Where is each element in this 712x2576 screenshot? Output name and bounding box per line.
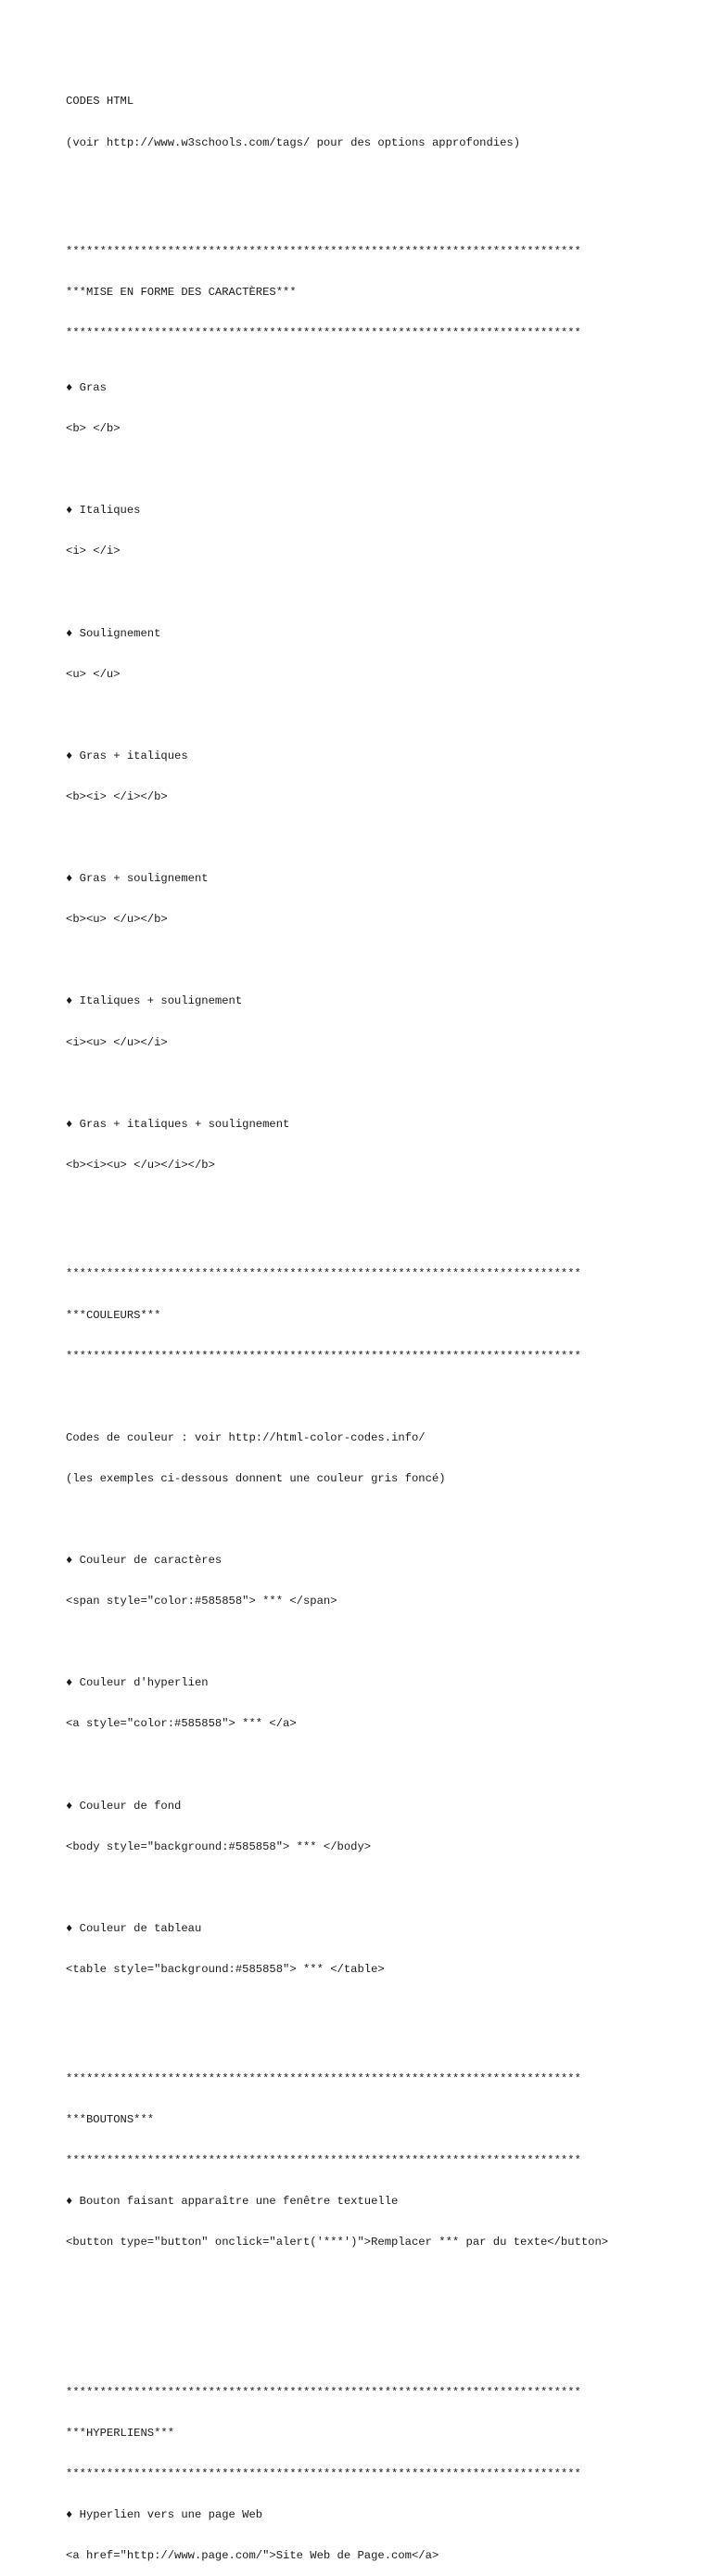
section-rule-bottom: ****************************************************************************: [66, 1349, 581, 1363]
item-label: ♦ Gras + italiques + soulignement: [66, 1117, 290, 1131]
section-rule-bottom: ****************************************************************************: [66, 2153, 581, 2167]
item-label: ♦ Couleur de caractères: [66, 1554, 222, 1568]
item-code: <u> </u>: [66, 667, 121, 681]
item-label: ♦ Hyperlien vers une page Web: [66, 2507, 263, 2521]
section-title: ***COULEURS***: [66, 1308, 161, 1322]
item-code: <i><u> </u></i>: [66, 1035, 168, 1049]
section-rule-bottom: ****************************************************************************: [66, 327, 581, 340]
item-label: ♦ Couleur de fond: [66, 1799, 182, 1813]
section-rule-bottom: ****************************************************************************: [66, 2467, 581, 2480]
section-rule-top: ****************************************************************************: [66, 1267, 581, 1281]
item-label: ♦ Italiques: [66, 504, 141, 518]
item-code: <body style="background:#585858"> *** </body>: [66, 1839, 372, 1853]
document-subtitle: (voir http://www.w3schools.com/tags/ pour des options approfondies): [66, 135, 521, 149]
document: [66, 68, 706, 2576]
item-code: <a href="http://www.page.com/">Site Web de Page.com</a>: [66, 2549, 439, 2563]
item-code: <b><i> </i></b>: [66, 790, 168, 804]
item-label: ♦ Bouton faisant apparaître une fenêtre textuelle: [66, 2194, 399, 2208]
section-rule-top: ****************************************************************************: [66, 2385, 581, 2399]
section-intro-line: (les exemples ci-dessous donnent une couleur gris foncé): [66, 1471, 446, 1485]
item-code: <button type="button" onclick="alert('***')">Remplacer *** par du texte</button>: [66, 2236, 609, 2249]
item-code: <b> </b>: [66, 422, 121, 436]
item-label: ♦ Couleur d'hyperlien: [66, 1676, 209, 1690]
section-title: ***HYPERLIENS***: [66, 2426, 175, 2440]
item-code: <a style="color:#585858"> *** </a>: [66, 1717, 297, 1731]
section-title: ***BOUTONS***: [66, 2112, 155, 2126]
section-rule-top: ****************************************************************************: [66, 245, 581, 259]
item-code: <i> </i>: [66, 545, 121, 558]
item-label: ♦ Couleur de tableau: [66, 1921, 202, 1935]
item-code: <span style="color:#585858"> *** </span>: [66, 1595, 337, 1608]
item-code: <b><i><u> </u></i></b>: [66, 1158, 215, 1172]
item-label: ♦ Soulignement: [66, 626, 161, 640]
section-intro-line: Codes de couleur : voir http://html-color-codes.info/: [66, 1430, 426, 1444]
section-title: ***MISE EN FORME DES CARACTÈRES***: [66, 286, 297, 300]
item-label: ♦ Italiques + soulignement: [66, 994, 243, 1008]
item-label: ♦ Gras: [66, 381, 107, 395]
item-label: ♦ Gras + soulignement: [66, 872, 209, 886]
item-label: ♦ Gras + italiques: [66, 749, 188, 763]
item-code: <b><u> </u></b>: [66, 913, 168, 927]
section-rule-top: ****************************************************************************: [66, 2071, 581, 2085]
item-code: <table style="background:#585858"> *** </table>: [66, 1963, 385, 1977]
document-title: CODES HTML: [66, 95, 134, 109]
